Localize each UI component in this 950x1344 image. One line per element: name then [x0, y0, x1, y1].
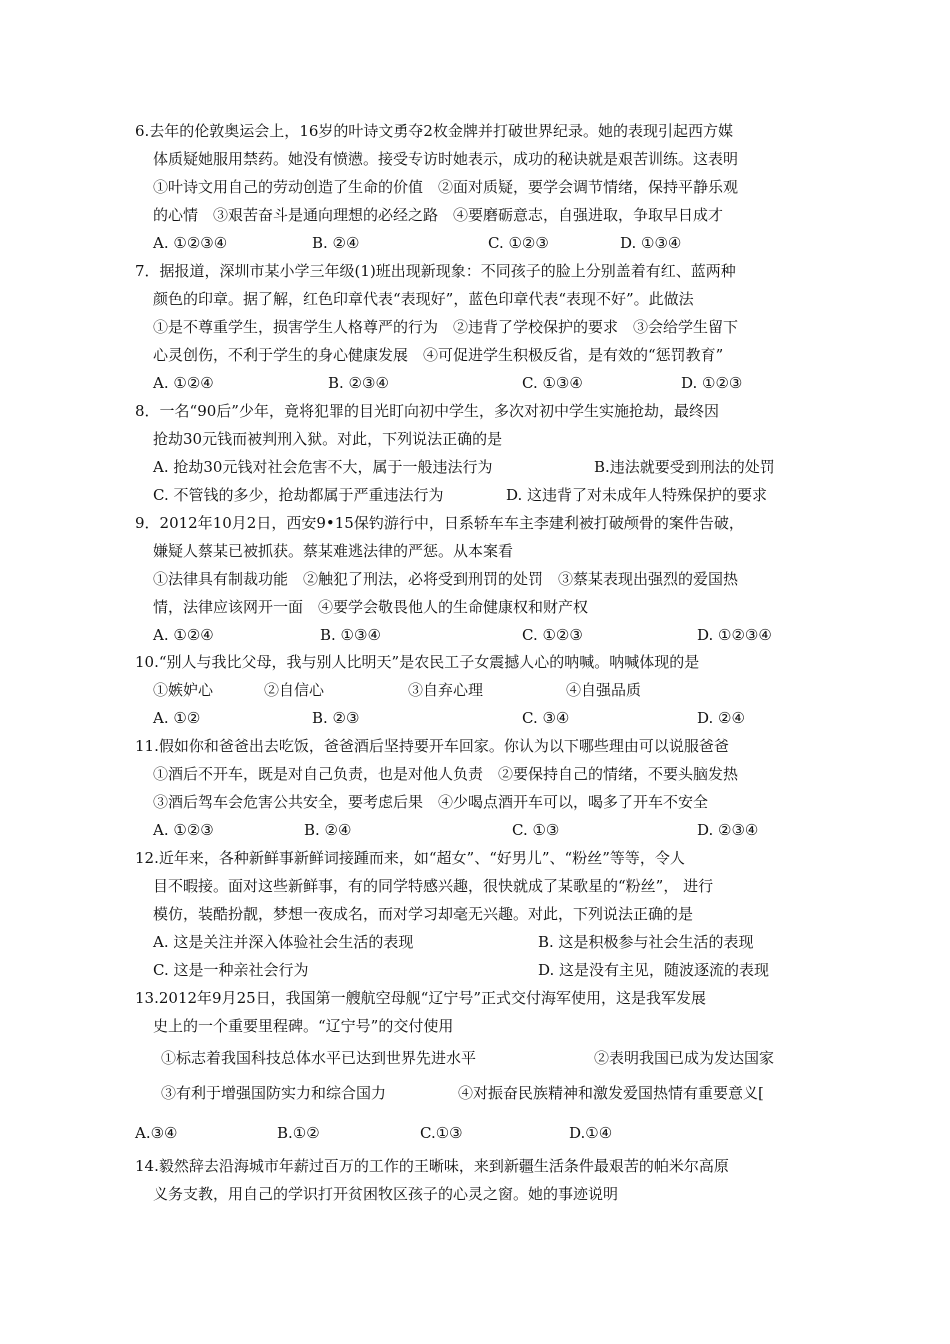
question-12-options-row-1 — [0, 932, 950, 952]
option-d: D. ①②③ — [681, 374, 743, 392]
question-8-stem-line-2: 抢劫30元钱而被判刑入狱。对此，下列说法正确的是 — [153, 430, 503, 448]
question-7-stem-line-2: 颜色的印章。据了解，红色印章代表“表现好”，蓝色印章代表“表现不好”。此做法 — [153, 290, 694, 308]
item-3: ③有利于增强国防实力和综合国力 — [161, 1084, 387, 1102]
option-a: A. ①②④ — [153, 626, 214, 644]
choice-1: ①嫉妒心 — [153, 681, 214, 699]
question-13-options — [0, 1123, 950, 1143]
question-11-stem: 11.假如你和爸爸出去吃饭，爸爸酒后坚持要开车回家。你认为以下哪些理由可以说服爸爸 — [135, 737, 729, 755]
option-a: A. 这是关注并深入体验社会生活的表现 — [153, 933, 414, 951]
question-6-options — [0, 233, 950, 253]
option-c: C. ③④ — [522, 709, 570, 727]
question-11-options — [0, 820, 950, 840]
question-10-choices — [0, 680, 950, 700]
question-12-options-row-2 — [0, 960, 950, 980]
question-7-item-line-1: ①是不尊重学生，损害学生人格尊严的行为 ②违背了学校保护的要求 ③会给学生留下 — [153, 318, 739, 336]
option-d: D. ②③④ — [697, 821, 759, 839]
option-c: C. ①②③ — [522, 626, 583, 644]
option-a: A. 抢劫30元钱对社会危害不大，属于一般违法行为 — [153, 458, 493, 476]
option-d: D. ①③④ — [620, 234, 682, 252]
question-12-stem-line-3: 模仿，装酷扮靓，梦想一夜成名，而对学习却毫无兴趣。对此，下列说法正确的是 — [153, 905, 694, 923]
question-13-stem-line-2: 史上的一个重要里程碑。“辽宁号”的交付使用 — [153, 1017, 454, 1035]
option-d: D. ②④ — [697, 709, 745, 727]
option-a: A. ①②③ — [153, 821, 214, 839]
option-b: B. ②④ — [304, 821, 352, 839]
question-7-options — [0, 373, 950, 393]
option-a: A. ①②④ — [153, 374, 214, 392]
question-14-stem-line-2: 义务支教，用自己的学识打开贫困牧区孩子的心灵之窗。她的事迹说明 — [153, 1185, 619, 1203]
option-b: B. ①③④ — [320, 626, 381, 644]
question-7-item-line-2: 心灵创伤，不利于学生的身心健康发展 ④可促进学生积极反省，是有效的“惩罚教育” — [153, 346, 724, 364]
option-c: C. ①②③ — [488, 234, 549, 252]
question-12-stem-line-2: 目不暇接。面对这些新鲜事，有的同学特感兴趣，很快就成了某歌星的“粉丝”， 进行 — [153, 877, 714, 895]
option-b: B. ②④ — [312, 234, 360, 252]
question-8-options-row-1 — [0, 457, 950, 477]
option-d: D. 这违背了对未成年人特殊保护的要求 — [506, 486, 768, 504]
option-c: C. 不管钱的多少，抢劫都属于严重违法行为 — [153, 486, 444, 504]
option-b: B.违法就要受到刑法的处罚 — [594, 458, 775, 476]
option-b: B. 这是积极参与社会生活的表现 — [538, 933, 754, 951]
option-b: B.①② — [277, 1124, 320, 1142]
question-11-item-line-2: ③酒后驾车会危害公共安全，要考虑后果 ④少喝点酒开车可以，喝多了开车不安全 — [153, 793, 709, 811]
option-d: D. 这是没有主见，随波逐流的表现 — [538, 961, 770, 979]
question-7-stem-line-1: 7．据报道，深圳市某小学三年级(1)班出现新现象：不同孩子的脸上分别盖着有红、蓝两种 — [135, 262, 736, 280]
question-14-stem-line-1: 14.毅然辞去沿海城市年薪过百万的工作的王晰味，来到新疆生活条件最艰苦的帕米尔高原 — [135, 1157, 729, 1175]
option-d: D. ①②③④ — [697, 626, 772, 644]
option-a: A.③④ — [135, 1124, 178, 1142]
question-9-stem-line-1: 9．2012年10月2日，西安9•15保钓游行中，日系轿车车主李建利被打破颅骨的案件告破， — [135, 514, 744, 532]
choice-2: ②自信心 — [264, 681, 325, 699]
option-b: B. ②③ — [312, 709, 360, 727]
question-9-item-line-2: 情，法律应该网开一面 ④要学会敬畏他人的生命健康权和财产权 — [153, 598, 589, 616]
question-13-items-row-1 — [0, 1048, 950, 1068]
question-9-options — [0, 625, 950, 645]
option-b: B. ②③④ — [328, 374, 389, 392]
choice-4: ④自强品质 — [566, 681, 642, 699]
option-c: C. ①③④ — [522, 374, 583, 392]
question-6-item-line-2: 的心情 ③艰苦奋斗是通向理想的必经之路 ④要磨砺意志，自强进取，争取早日成才 — [153, 206, 724, 224]
question-11-item-line-1: ①酒后不开车，既是对自己负责，也是对他人负责 ②要保持自己的情绪，不要头脑发热 — [153, 765, 739, 783]
question-13-stem-line-1: 13.2012年9月25日，我国第一艘航空母舰“辽宁号”正式交付海军使用，这是我军发展 — [135, 989, 706, 1007]
option-a: A. ①② — [153, 709, 201, 727]
question-6-stem-line-1: 6.去年的伦敦奥运会上，16岁的叶诗文勇夺2枚金牌并打破世界纪录。她的表现引起西方媒 — [135, 122, 733, 140]
item-1: ①标志着我国科技总体水平已达到世界先进水平 — [161, 1049, 477, 1067]
question-6-item-line-1: ①叶诗文用自己的劳动创造了生命的价值 ②面对质疑，要学会调节情绪，保持平静乐观 — [153, 178, 739, 196]
option-a: A. ①②③④ — [153, 234, 228, 252]
question-13-items-row-2 — [0, 1083, 950, 1103]
question-10-stem: 10.“别人与我比父母，我与别人比明天”是农民工子女震撼人心的呐喊。呐喊体现的是 — [135, 653, 700, 671]
choice-3: ③自弃心理 — [408, 681, 484, 699]
option-c: C. ①③ — [512, 821, 560, 839]
item-2: ②表明我国已成为发达国家 — [594, 1049, 775, 1067]
question-9-stem-line-2: 嫌疑人蔡某已被抓获。蔡某难逃法律的严惩。从本案看 — [153, 542, 514, 560]
option-d: D.①④ — [569, 1124, 613, 1142]
question-10-options — [0, 708, 950, 728]
question-12-stem-line-1: 12.近年来，各种新鲜事新鲜词接踵而来，如“超女”、“好男儿”、“粉丝”等等，令人 — [135, 849, 685, 867]
question-9-item-line-1: ①法律具有制裁功能 ②触犯了刑法，必将受到刑罚的处罚 ③蔡某表现出强烈的爱国热 — [153, 570, 739, 588]
option-c: C.①③ — [420, 1124, 463, 1142]
option-c: C. 这是一种亲社会行为 — [153, 961, 309, 979]
item-4: ④对振奋民族精神和激发爱国热情有重要意义[ — [458, 1084, 764, 1102]
question-6-stem-line-2: 体质疑她服用禁药。她没有愤懑。接受专访时她表示，成功的秘诀就是艰苦训练。这表明 — [153, 150, 739, 168]
question-8-options-row-2 — [0, 485, 950, 505]
question-8-stem-line-1: 8．一名“90后”少年，竟将犯罪的目光盯向初中学生，多次对初中学生实施抢劫，最终因 — [135, 402, 719, 420]
